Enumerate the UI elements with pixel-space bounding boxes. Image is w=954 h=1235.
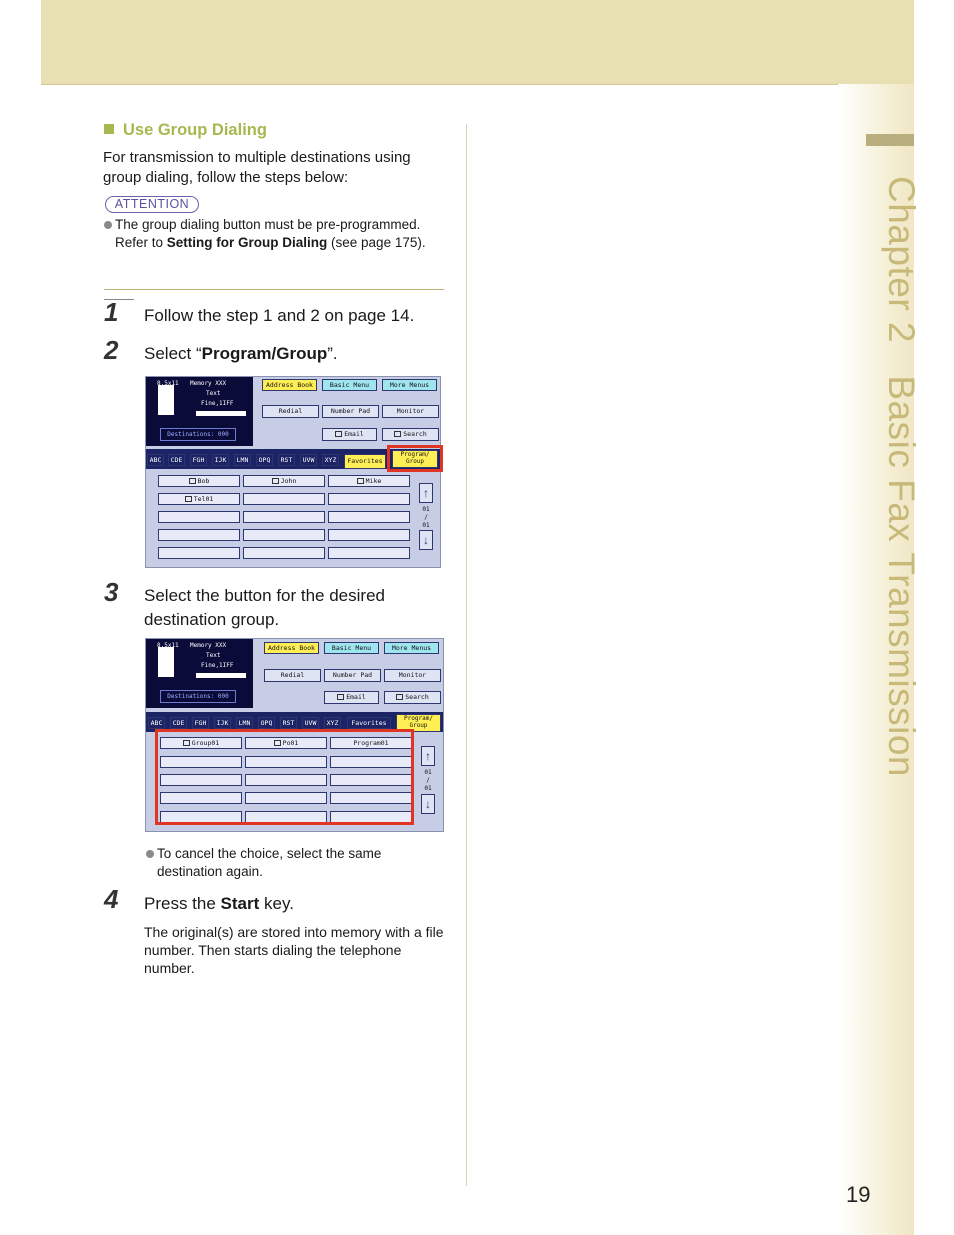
tab-favorites[interactable]: Favorites — [344, 454, 386, 469]
empty-dial-button[interactable] — [328, 493, 410, 505]
empty-dial-button[interactable] — [243, 493, 325, 505]
empty-dial-button[interactable] — [328, 529, 410, 541]
address-book-button[interactable]: Address Book — [264, 642, 319, 654]
document-icon — [158, 385, 174, 415]
speed-dial-button[interactable]: John — [243, 475, 325, 487]
scan-mode: Text — [206, 652, 221, 659]
email-icon — [335, 431, 342, 437]
redial-button[interactable]: Redial — [262, 405, 319, 418]
contrast-bar — [196, 411, 246, 416]
resolution: Fine,1IFF — [201, 400, 234, 407]
chapter-heading: Chapter 2 Basic Fax Transmission — [881, 176, 922, 778]
tab-program-group[interactable]: Program/ Group — [392, 450, 438, 468]
speed-dial-button[interactable]: Mike — [328, 475, 410, 487]
scroll-down-icon[interactable]: ↓ — [419, 530, 433, 550]
more-menus-button[interactable]: More Menus — [382, 379, 437, 391]
empty-dial-button[interactable] — [243, 547, 325, 559]
chapter-tab-marker — [866, 134, 914, 146]
tab-lmn[interactable]: LMN — [234, 454, 251, 466]
tab-fgh[interactable]: FGH — [190, 454, 207, 466]
scroll-up-icon[interactable]: ↑ — [421, 746, 435, 766]
highlight-program-group — [387, 445, 443, 472]
group-button[interactable]: Group01 — [160, 737, 242, 749]
step-text-2: Select “Program/Group”. — [144, 344, 338, 363]
bullet-dot-icon — [104, 221, 112, 229]
search-button[interactable]: Search — [384, 691, 441, 704]
monitor-button[interactable]: Monitor — [382, 405, 439, 418]
fax-icon — [185, 496, 192, 502]
scroll-down-icon[interactable]: ↓ — [421, 794, 435, 814]
search-button[interactable]: Search — [382, 428, 439, 441]
speed-dial-button[interactable]: Tel01 — [158, 493, 240, 505]
redial-button[interactable]: Redial — [264, 669, 321, 682]
memory-status: Memory XXX — [190, 642, 227, 649]
empty-dial-button[interactable] — [328, 547, 410, 559]
paper-size: 8.5x11 — [157, 380, 179, 387]
email-button[interactable]: Email — [324, 691, 379, 704]
email-button[interactable]: Email — [322, 428, 377, 441]
number-pad-button[interactable]: Number Pad — [322, 405, 379, 418]
destinations-counter: Destinations: 000 — [160, 428, 236, 441]
page-counter: 01 / 01 — [422, 506, 430, 529]
empty-dial-button[interactable] — [243, 529, 325, 541]
document-icon — [158, 647, 174, 677]
book-icon — [394, 431, 401, 437]
step-number-2: 2 — [104, 335, 119, 365]
speed-dial-button[interactable]: Bob — [158, 475, 240, 487]
contrast-bar — [196, 673, 246, 678]
email-icon — [357, 478, 364, 484]
number-pad-button[interactable]: Number Pad — [324, 669, 381, 682]
tab-ijk[interactable]: IJK — [214, 717, 231, 729]
tab-abc[interactable]: ABC — [148, 717, 165, 729]
scan-mode: Text — [206, 390, 221, 397]
fax-icon — [272, 478, 279, 484]
empty-dial-button[interactable] — [243, 511, 325, 523]
tab-opq[interactable]: OPQ — [258, 717, 275, 729]
attention-label: ATTENTION — [105, 196, 199, 213]
basic-menu-button[interactable]: Basic Menu — [324, 642, 379, 654]
section-title: Use Group Dialing — [104, 121, 267, 140]
step-number-1: 1 — [104, 297, 119, 327]
tab-abc[interactable]: ABC — [147, 454, 164, 466]
tab-cde[interactable]: CDE — [170, 717, 187, 729]
address-book-button[interactable]: Address Book — [262, 379, 317, 391]
empty-dial-button[interactable] — [158, 547, 240, 559]
tab-xyz[interactable]: XYZ — [324, 717, 341, 729]
tab-uvw[interactable]: UVW — [302, 717, 319, 729]
tab-opq[interactable]: OPQ — [256, 454, 273, 466]
column-divider — [466, 124, 467, 1186]
section-rule — [104, 289, 444, 290]
highlight-group-buttons — [155, 729, 414, 825]
memory-status: Memory XXX — [190, 380, 227, 387]
tab-xyz[interactable]: XYZ — [322, 454, 339, 466]
screen-program-group — [145, 376, 441, 568]
book-icon — [396, 694, 403, 700]
paper-size: 8.5x11 — [157, 642, 179, 649]
empty-dial-button[interactable] — [328, 511, 410, 523]
more-menus-button[interactable]: More Menus — [384, 642, 439, 654]
empty-dial-button[interactable] — [158, 511, 240, 523]
step-text-3: Select the button for the desired destination group. — [144, 586, 385, 629]
tab-cde[interactable]: CDE — [168, 454, 185, 466]
resolution: Fine,1IFF — [201, 662, 234, 669]
fax-icon — [189, 478, 196, 484]
monitor-button[interactable]: Monitor — [384, 669, 441, 682]
step4-body: The original(s) are stored into memory with a file number. Then starts dialing the telephone number. — [144, 924, 444, 976]
tab-fgh[interactable]: FGH — [192, 717, 209, 729]
tab-uvw[interactable]: UVW — [300, 454, 317, 466]
attention-note: The group dialing button must be pre-programmed. Refer to Setting for Group Dialing (see page 175). — [115, 216, 445, 251]
destinations-counter: Destinations: 000 — [160, 690, 236, 703]
step-text-4: Press the Start key. — [144, 894, 294, 913]
tab-lmn[interactable]: LMN — [236, 717, 253, 729]
step3-note: To cancel the choice, select the same destination again. — [157, 845, 442, 880]
empty-dial-button[interactable] — [158, 529, 240, 541]
tab-rst[interactable]: RST — [280, 717, 297, 729]
step-number-3: 3 — [104, 577, 119, 607]
step-text-1: Follow the step 1 and 2 on page 14. — [144, 306, 415, 325]
step-number-4: 4 — [104, 884, 119, 914]
tab-ijk[interactable]: IJK — [212, 454, 229, 466]
group-button[interactable]: Po01 — [245, 737, 327, 749]
bullet-dot-icon — [146, 850, 154, 858]
tab-program-group[interactable]: Program/ Group — [396, 714, 441, 732]
intro-text: For transmission to multiple destinations using group dialing, follow the steps below: — [103, 149, 411, 186]
square-bullet-icon — [104, 124, 114, 134]
group-button[interactable]: Program01 — [330, 737, 412, 749]
email-icon — [337, 694, 344, 700]
scroll-up-icon[interactable]: ↑ — [419, 483, 433, 503]
page-counter: 01 / 01 — [424, 769, 432, 792]
basic-menu-button[interactable]: Basic Menu — [322, 379, 377, 391]
tab-favorites[interactable]: Favorites — [347, 717, 391, 729]
header-band — [41, 0, 914, 85]
page-number: 19 — [846, 1182, 871, 1207]
tab-rst[interactable]: RST — [278, 454, 295, 466]
